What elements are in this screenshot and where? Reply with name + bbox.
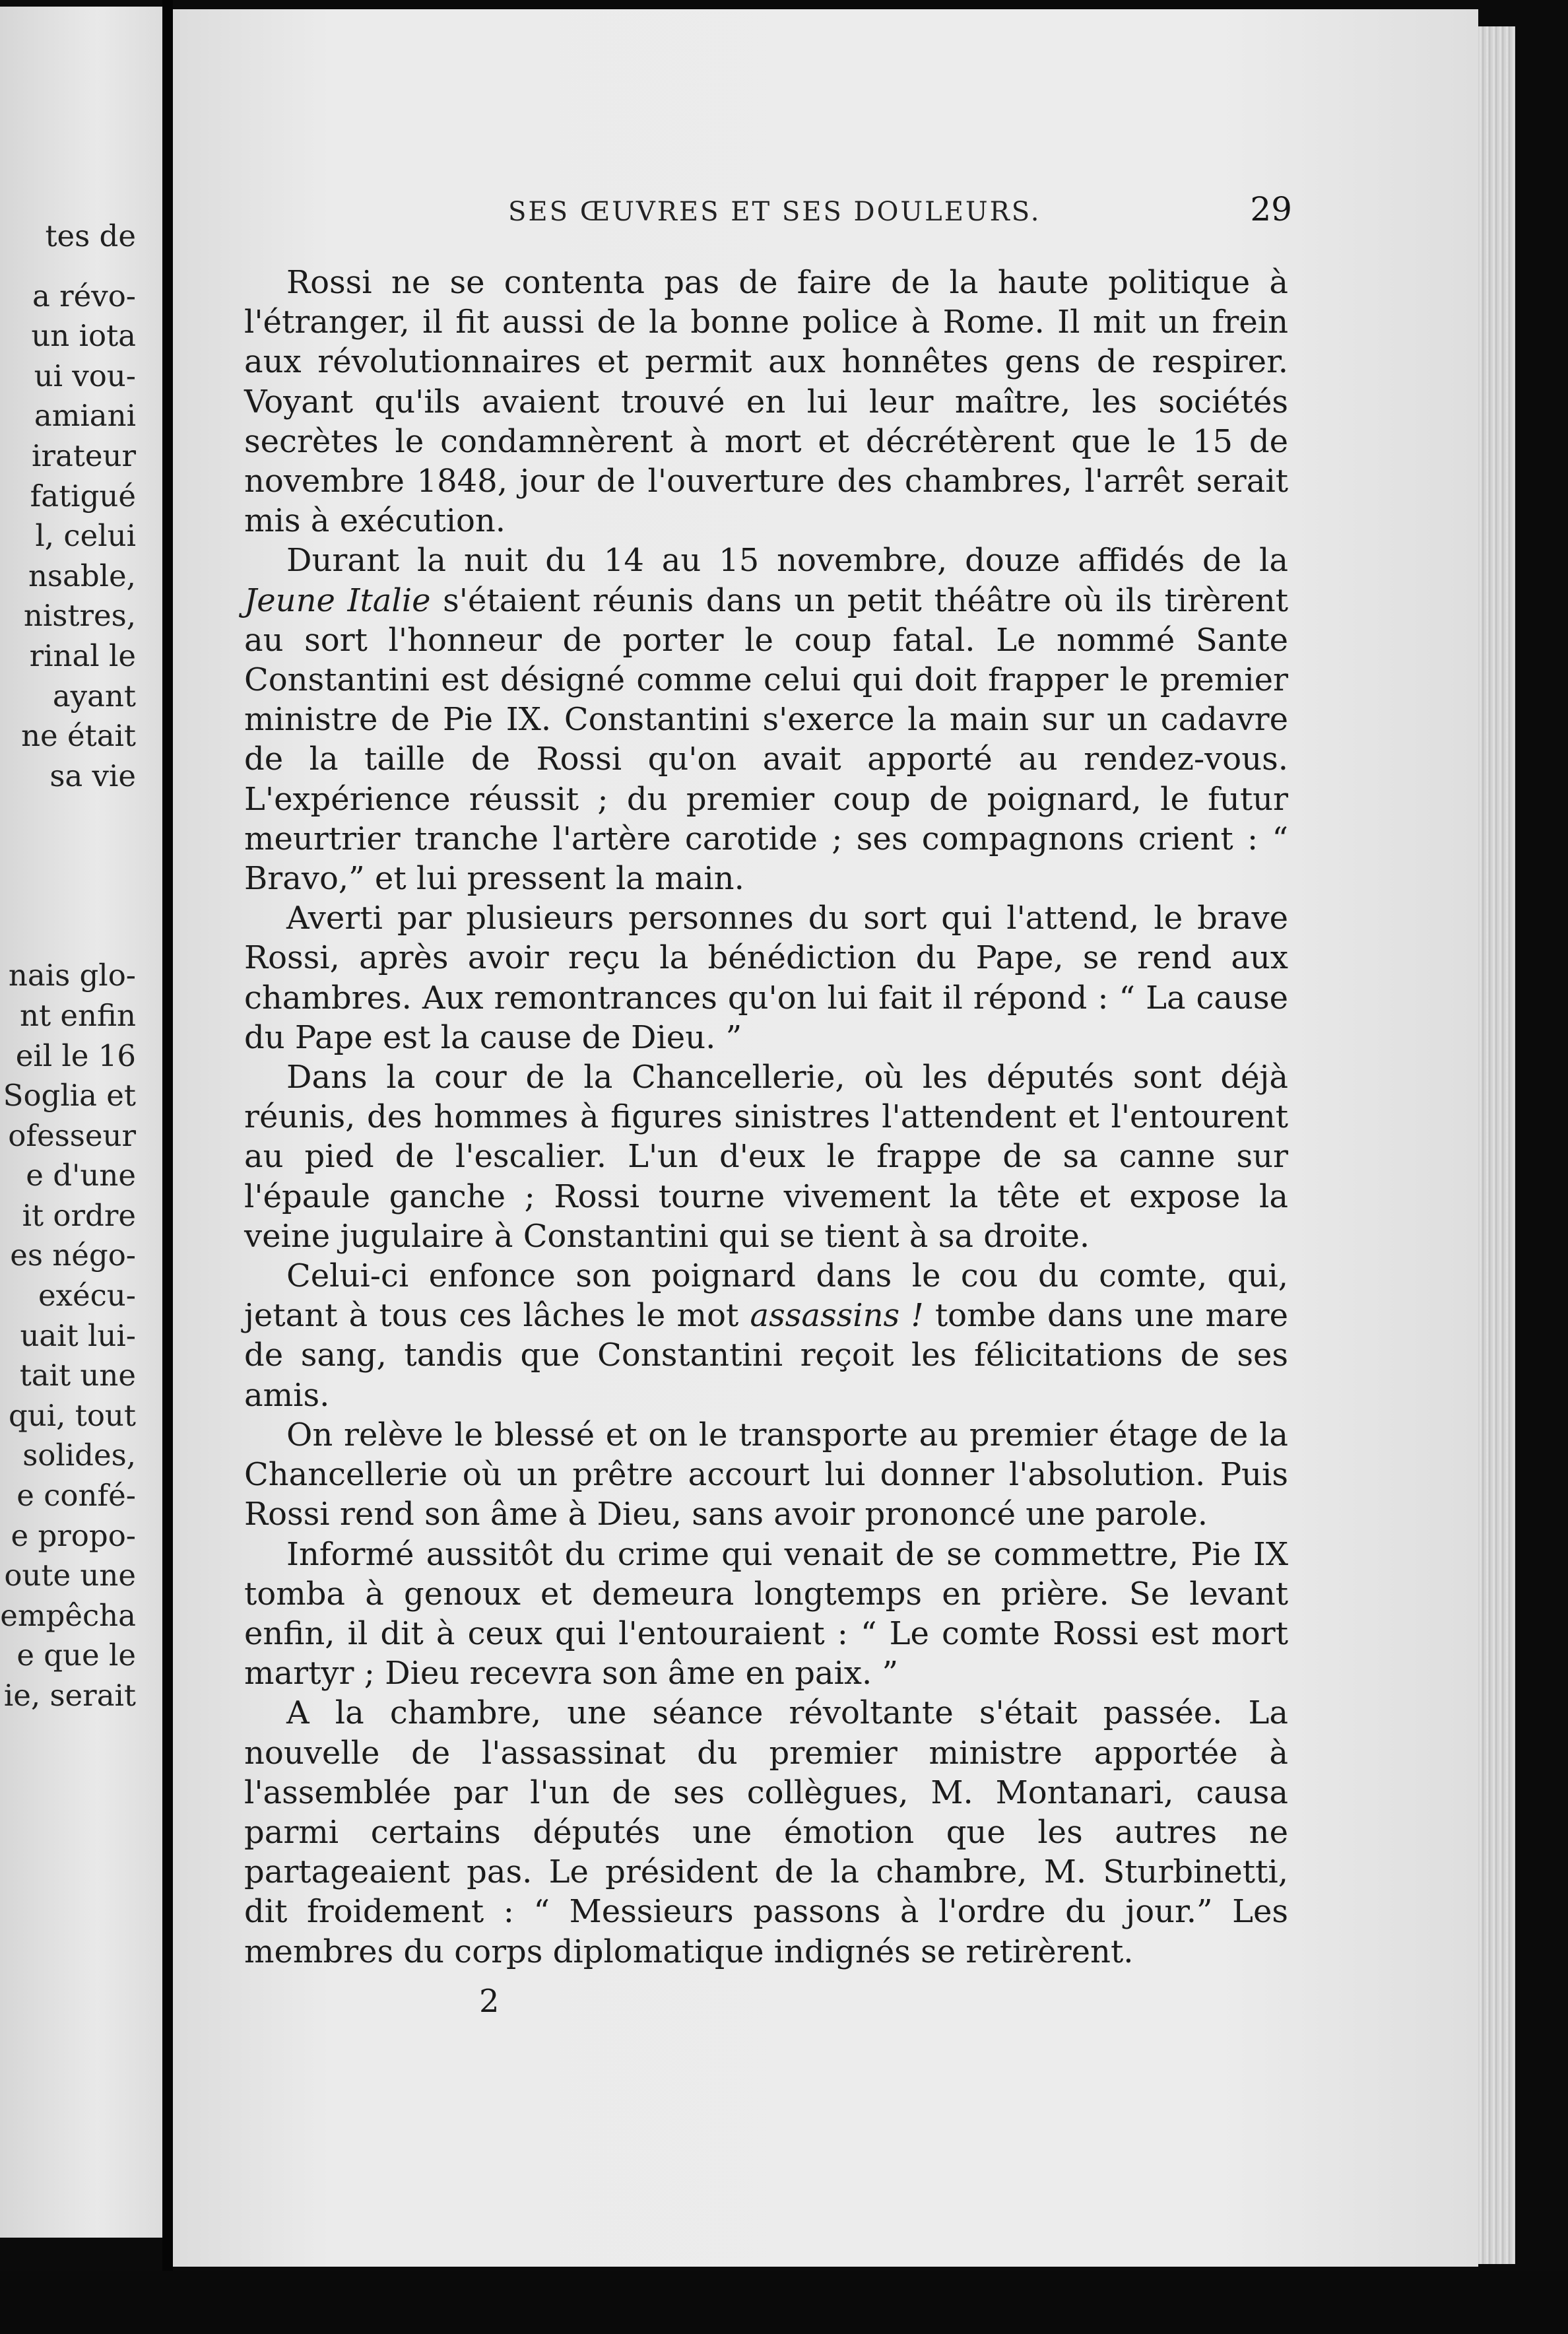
left-line: nistres, — [23, 598, 136, 634]
paragraph-text: s'étaient réunis dans un petit théâtre où ils tirèrent au sort l'honneur de porter le coup fatal. Le nommé Sante Constantini est désigné comme celui qui doit frapper le premier ministre de Pie IX. Constantini s'exerce la main sur un cadavre de la taille de Rossi qu'on avait apporté au rendez-vous. L'expérience réussit ; du premier coup de poignard, le futur meurtrier tranche l'artère carotide ; ses compagnons crient : “ Bravo,” et lui pressent la main. — [244, 582, 1288, 898]
left-line: a révo- — [32, 278, 136, 314]
left-facing-page — [0, 7, 162, 2238]
left-line: nais glo- — [8, 958, 136, 993]
left-line: e confé- — [16, 1478, 136, 1514]
paragraph-text: Celui-ci enfonce son poignard dans le cou du comte, qui, jetant à tous ces lâches le mot — [244, 1257, 1288, 1335]
left-line: amiani — [34, 398, 136, 434]
left-line: nsable, — [28, 558, 136, 593]
italic-title: Jeune Italie — [244, 582, 431, 619]
left-line: e propo- — [11, 1517, 136, 1553]
left-line: solides, — [22, 1438, 136, 1473]
italic-word: assassins ! — [750, 1297, 924, 1335]
paragraph: On relève le blessé et on le transporte au premier étage de la Chancellerie où un prêtre accourt lui donner l'absolution. Puis Rossi rend son âme à Dieu, sans avoir prononcé une parole. — [244, 1416, 1288, 1533]
signature-mark: 2 — [479, 1983, 500, 2020]
paragraph: Averti par plusieurs personnes du sort qui l'attend, le brave Rossi, après avoir reçu la bénédiction du Pape, se rend aux chambres. Aux remontrances qu'on lui fait il répond : “ La cause du Pape est la cause de Dieu. ” — [244, 900, 1288, 1056]
left-line: oute une — [4, 1558, 136, 1593]
left-line: ie, serait — [3, 1678, 136, 1713]
body-text — [244, 263, 1288, 1972]
left-line: e d'une — [26, 1158, 136, 1193]
paragraph-text: tombe dans une mare de sang, tandis que Constantini reçoit les félicitations de ses amis. — [244, 1297, 1288, 1414]
left-line: rinal le — [29, 638, 136, 673]
left-line: ofesseur — [8, 1117, 136, 1153]
running-title: SES ŒUVRES ET SES DOULEURS. — [508, 197, 1041, 227]
left-line: un iota — [31, 318, 136, 354]
left-line: qui, tout — [8, 1397, 136, 1433]
left-line: exécu- — [38, 1278, 136, 1314]
paragraph: A la chambre, une séance révoltante s'était passée. La nouvelle de l'assassinat du premier ministre apportée à l'assemblée par l'un de ses collègues, M. Montanari, causa parmi certains députés une émotion que les autres ne partageaient pas. Le président de la chambre, M. Sturbinetti, dit froidement : “ Messieurs passons à l'ordre du jour.” Les membres du corps diplomatique indignés se retirèrent. — [244, 1694, 1288, 1970]
left-line: tait une — [19, 1358, 136, 1393]
page-header — [335, 190, 1292, 236]
left-line: es négo- — [10, 1238, 136, 1273]
paragraph — [244, 1256, 1288, 1415]
left-line: ui vou- — [34, 358, 136, 393]
left-line: uait lui- — [20, 1317, 136, 1353]
bottom-shadow — [0, 2271, 1568, 2334]
left-line: sa vie — [49, 758, 136, 793]
left-line: eil le 16 — [15, 1038, 136, 1073]
left-line: e que le — [16, 1638, 136, 1673]
page-number: 29 — [1250, 190, 1292, 228]
paragraph: Dans la cour de la Chancellerie, où les députés sont déjà réunis, des hommes à figures sinistres l'attendent et l'entourent au pied de l'escalier. L'un d'eux le frappe de sa canne sur l'épaule ganche ; Rossi tourne vivement la tête et expose la veine jugulaire à Constantini qui se tient à sa droite. — [244, 1059, 1288, 1255]
paragraph: Rossi ne se contenta pas de faire de la haute politique à l'étranger, il fit aussi de la bonne police à Rome. Il mit un frein aux révolutionnaires et permit aux honnêtes gens de respirer. Voyant qu'ils avaient trouvé en lui leur maître, les sociétés secrètes le condamnèrent à mort et décrétèrent que le 15 de novembre 1848, jour de l'ouverture des chambres, l'arrêt serait mis à exécution. — [244, 264, 1288, 540]
left-line: nt enfin — [20, 997, 136, 1033]
paragraph: Informé aussitôt du crime qui venait de se commettre, Pie IX tomba à genoux et demeura longtemps en prière. Se levant enfin, il dit à ceux qui l'entouraient : “ Le comte Rossi est mort martyr ; Dieu recevra son âme en paix. ” — [244, 1535, 1288, 1692]
left-line: ne était — [21, 718, 136, 754]
left-line: tes de — [45, 218, 136, 253]
left-line: ayant — [52, 678, 136, 714]
left-page-text — [0, 217, 136, 1716]
paragraph-text: Durant la nuit du 14 au 15 novembre, douze affidés de la — [286, 542, 1288, 580]
book-gutter — [162, 0, 173, 2334]
left-line: irateur — [32, 438, 136, 473]
left-line: empêcha — [0, 1597, 136, 1633]
page-edges — [1478, 26, 1515, 2264]
left-line: Soglia et — [3, 1078, 136, 1114]
left-line: fatigué — [30, 478, 136, 514]
left-line: it ordre — [22, 1197, 136, 1233]
paragraph — [244, 541, 1288, 898]
left-line: l, celui — [35, 518, 136, 554]
